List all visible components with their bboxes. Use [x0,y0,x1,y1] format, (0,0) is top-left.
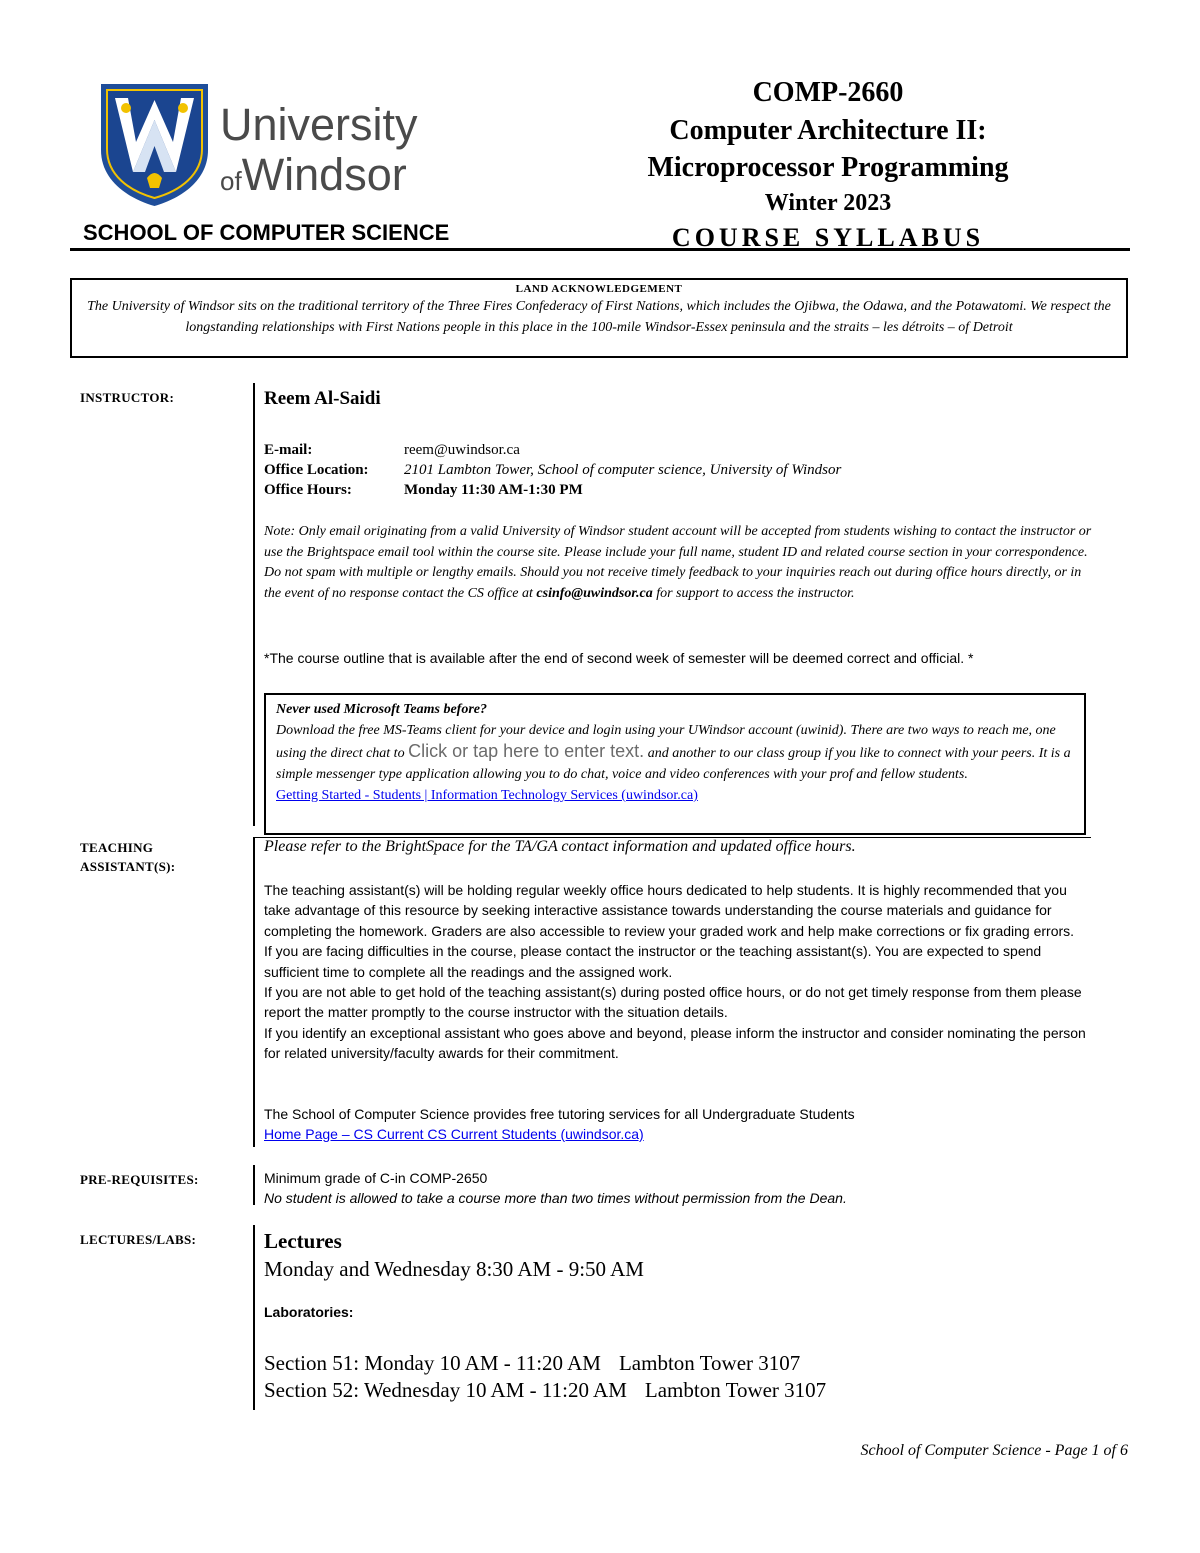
page-footer: School of Computer Science - Page 1 of 6 [860,1442,1128,1459]
label-lectures-labs: LECTURES/LABS: [80,1232,197,1247]
teams-info-box [264,693,1086,835]
course-outline-note: *The course outline that is available after the end of second week of semester will be deemed correct and official. * [264,650,974,666]
header-divider [70,248,1130,251]
section-rule-ta [253,837,255,1147]
document-type: COURSE SYLLABUS [671,222,985,252]
label-instructor: INSTRUCTOR: [80,390,175,405]
cs-current-students-link[interactable]: Home Page – CS Current CS Current Students (uwindsor.ca) [264,1126,644,1142]
ta-description: The teaching assistant(s) will be holding regular weekly office hours dedicated to help students. It is highly recommended that you take advantage of this resource by seeking interactive assistance towards understanding the course materials and guidance for completing the homework. Graders are also accessible to review your graded work and help make corrections or fix grading errors. If you are facing difficulties in the course, please contact the instructor or the teaching assistant(s). You are expected to spend sufficient time to complete all the readings and the assigned work. If you are not able to get hold of the teaching assistant(s) during posted office hours, or do not get timely response from them please report the matter promptly to the course instructor with the situation details. If you identify an exceptional assistant who goes above and beyond, please inform the instructor and consider nominating the person for related university/faculty awards for their commitment. [264,882,1086,1062]
logo-wordmark-line2: ofWindsor [220,149,407,200]
lab-section-52: Section 52: Wednesday 10 AM - 11:20 AM Lambton Tower 3107 [264,1378,827,1402]
land-acknowledgement-box [70,278,1128,358]
label-prerequisites: PRE-REQUISITES: [80,1172,199,1187]
land-acknowledgement-title: LAND ACKNOWLEDGEMENT [515,283,683,295]
course-title-line1: Computer Architecture II: [669,114,987,146]
university-crest-icon [97,80,212,208]
teams-title: Never used Microsoft Teams before? [276,702,488,717]
lab-sections [264,1350,826,1404]
course-title-line2: Microprocessor Programming [647,152,1009,184]
cs-office-email[interactable]: csinfo@uwindsor.ca [536,585,653,601]
text-placeholder-field[interactable]: Click or tap here to enter text. [408,741,645,761]
instructor-email[interactable]: reem@uwindsor.ca [404,442,520,458]
logo-wordmark-line1: University [220,99,418,150]
teams-text: Download the free MS-Teams client for your device and login using your UWindsor account (uwinid). There are two ways to reach me, one using the direct chat to Click or tap here to enter text. and another to our class group if you like to connect with your peers. It is a simple messenger type application allowing you to do chat, voice and video conferences with your prof and fellow students. [276,723,1071,782]
email-policy-note: Note: Only email originating from a valid University of Windsor student account will be accepted from students wishing to contact the instructor or use the Brightspace email tool within the course site. Please include your full name, student ID and related course section in your correspondence. Do not spam with multiple or lengthy emails. Should you not receive timely feedback to your inquiries reach out during office hours directly, or in the event of no response contact the CS office at csinfo@uwindsor.ca for support to access the instructor. [264,524,1092,601]
lab-section-51: Section 51: Monday 10 AM - 11:20 AM Lambton Tower 3107 [264,1351,801,1375]
ta-reference: Please refer to the BrightSpace for the TA/GA contact information and updated office hours. [264,838,856,855]
section-rule-instructor [253,383,255,826]
course-code: COMP-2660 [752,77,904,108]
lectures-title: Lectures [264,1229,342,1253]
section-rule-lectures [253,1225,255,1410]
course-header [600,76,1056,253]
section-rule-prereq [253,1165,255,1205]
label-teaching-assistants: TEACHING ASSISTANT(S): [80,840,176,874]
office-location: 2101 Lambton Tower, School of computer science, University of Windsor [404,462,842,478]
course-term: Winter 2023 [764,189,892,216]
labs-title: Laboratories: [264,1304,354,1320]
instructor-name: Reem Al-Saidi [264,388,381,409]
land-acknowledgement-text: The University of Windsor sits on the traditional territory of the Three Fires Confederacy of First Nations, which includes the Ojibwa, the Odawa, and the Potawatomi. We respect the longstanding relationships with First Nations people in this place in the 100-mile Windsor-Essex peninsula and the straits – les détroits – of Detroit [87,299,1111,336]
school-name: SCHOOL OF COMPUTER SCIENCE [83,220,450,245]
teams-getting-started-link[interactable]: Getting Started - Students | Information Technology Services (uwindsor.ca) [276,788,698,803]
prerequisites: Minimum grade of C-in COMP-2650 No student is allowed to take a course more than two times without permission from the Dean. [264,1170,847,1206]
tutoring-info: The School of Computer Science provides free tutoring services for all Undergraduate Students Home Page – CS Current CS Current Students (uwindsor.ca) [264,1106,855,1142]
instructor-contact: E-mail: reem@uwindsor.ca Office Location: 2101 Lambton Tower, School of computer science, University of Windsor Office Hours: Monday 11:30 AM-1:30 PM [264,442,842,498]
lectures-time: Monday and Wednesday 8:30 AM - 9:50 AM [264,1257,644,1281]
office-hours: Monday 11:30 AM-1:30 PM [404,482,583,498]
